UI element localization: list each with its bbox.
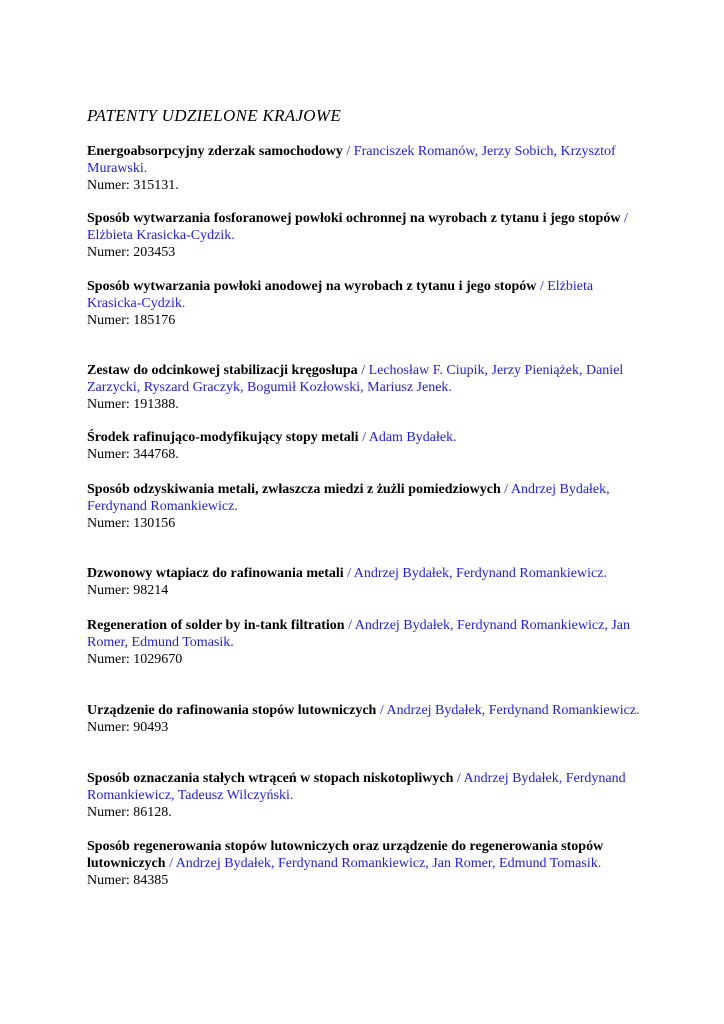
author-link[interactable]: Krzysztof Murawski [87,144,616,176]
patent-entry: Sposób oznaczania stałych wtrąceń w stopach niskotopliwych / Andrzej Bydałek, Ferdynand Romankiewicz, Tadeusz Wilczyński. Numer: 86128. [87,770,647,821]
author-link[interactable]: Edmund Tomasik [499,856,598,871]
patent-title: Energoabsorpcyjny zderzak samochodowy [87,144,343,159]
separator: / [342,144,354,159]
author-link[interactable]: Andrzej Bydałek [510,482,607,497]
author-link[interactable]: Elżbieta Krasicka-Cydzik [87,279,594,311]
author-link[interactable]: Ferdynand Romankiewicz [277,856,426,871]
patent-number: Numer: 98214 [87,583,169,598]
author-link[interactable]: Jerzy Sobich [481,144,554,159]
author-link[interactable]: Ferdynand Romankiewicz [456,566,604,581]
separator: / [536,279,548,294]
patent-number: Numer: 203453 [87,245,176,260]
patent-entry: Urządzenie do rafinowania stopów lutowniczych / Andrzej Bydałek, Ferdynand Romankiewicz. Numer: 90493 [87,702,647,736]
author-link[interactable]: Andrzej Bydałek [386,703,482,718]
patent-title: Sposób wytwarzania fosforanowej powłoki ochronnej na wyrobach z tytanu i jego stopów [87,211,621,226]
author-link[interactable]: Jan Romer [432,856,493,871]
separator: / [358,430,369,445]
patent-title: Sposób odzyskiwania metali, zwłaszcza miedzi z żużli pomiedziowych [87,482,501,497]
author-link[interactable]: Andrzej Bydałek [175,856,271,871]
author-link[interactable]: Edmund Tomasik [131,635,231,650]
patent-number: Numer: 315131. [87,178,179,193]
separator: / [620,211,628,226]
patent-number: Numer: 191388. [87,397,179,412]
patent-number: Numer: 185176 [87,313,176,328]
author-link[interactable]: Elżbieta Krasicka-Cydzik [87,228,232,243]
patent-title: Dzwonowy wtapiacz do rafinowania metali [87,566,344,581]
author-link[interactable]: Franciszek Romanów [353,144,475,159]
patent-number: Numer: 84385 [87,873,169,888]
author-link[interactable]: Tadeusz Wilczyński [177,788,290,803]
patent-entry: Energoabsorpcyjny zderzak samochodowy / Franciszek Romanów, Jerzy Sobich, Krzysztof Murawski. Numer: 315131. [87,143,647,194]
author-link[interactable]: Ferdynand Romankiewicz [456,618,605,633]
patent-entry: Środek rafinująco-modyfikujący stopy metali / Adam Bydałek. Numer: 344768. [87,429,647,463]
patent-title: Sposób oznaczania stałych wtrąceń w stopach niskotopliwych [87,771,454,786]
author-link[interactable]: Lechosław F. Ciupik [368,363,485,378]
patent-entry: Regeneration of solder by in-tank filtration / Andrzej Bydałek, Ferdynand Romankiewicz, Jan Romer, Edmund Tomasik. Numer: 1029670 [87,617,647,668]
author-link[interactable]: Andrzej Bydałek [463,771,559,786]
author-link[interactable]: Daniel Zarzycki [87,363,624,395]
patent-number: Numer: 90493 [87,720,169,735]
patent-title: Sposób wytwarzania powłoki anodowej na wyrobach z tytanu i jego stopów [87,279,537,294]
author-link[interactable]: Ferdynand Romankiewicz [87,771,626,803]
separator: / [343,566,354,581]
separator: / [453,771,464,786]
patent-number: Numer: 86128. [87,805,172,820]
author-link[interactable]: Adam Bydałek [368,430,454,445]
author-link[interactable]: Ferdynand Romankiewicz [87,499,235,514]
separator: / [165,856,176,871]
patent-title: Regeneration of solder by in-tank filtration [87,618,345,633]
author-link[interactable]: Jerzy Pieniążek [491,363,579,378]
patent-number: Numer: 1029670 [87,652,183,667]
separator: / [500,482,511,497]
author-link[interactable]: Andrzej Bydałek [353,566,450,581]
author-link[interactable]: Ferdynand Romankiewicz [488,703,637,718]
patent-number: Numer: 130156 [87,516,176,531]
author-link[interactable]: Bogumił Kozłowski [246,380,361,395]
patent-title: Środek rafinująco-modyfikujący stopy metali [87,430,359,445]
patent-entry: Zestaw do odcinkowej stabilizacji kręgosłupa / Lechosław F. Ciupik, Jerzy Pieniążek, Daniel Zarzycki, Ryszard Graczyk, Bogumił Kozłowski, Mariusz Jenek. Numer: 191388. [87,362,647,413]
patent-title: Zestaw do odcinkowej stabilizacji kręgosłupa [87,363,358,378]
patent-title: Sposób regenerowania stopów lutowniczych oraz urządzenie do regenerowania stopów lutowniczych [87,839,604,871]
author-link[interactable]: Ryszard Graczyk [143,380,240,395]
section-heading: PATENTY UDZIELONE KRAJOWE [87,106,342,125]
patent-title: Urządzenie do rafinowania stopów lutowniczych [87,703,377,718]
separator: / [376,703,387,718]
patent-entry: Sposób wytwarzania fosforanowej powłoki ochronnej na wyrobach z tytanu i jego stopów / Elżbieta Krasicka-Cydzik. Numer: 203453 [87,210,647,261]
patent-entry: Sposób wytwarzania powłoki anodowej na wyrobach z tytanu i jego stopów / Elżbieta Krasicka-Cydzik. Numer: 185176 [87,278,647,329]
author-link[interactable]: Andrzej Bydałek [354,618,450,633]
author-link[interactable]: Mariusz Jenek [367,380,449,395]
patent-entry: Sposób regenerowania stopów lutowniczych oraz urządzenie do regenerowania stopów lutowniczych / Andrzej Bydałek, Ferdynand Romankiewicz, Jan Romer, Edmund Tomasik. Numer: 84385 [87,838,647,889]
author-link[interactable]: Jan Romer [87,618,630,650]
patent-entry: Dzwonowy wtapiacz do rafinowania metali / Andrzej Bydałek, Ferdynand Romankiewicz. Numer: 98214 [87,565,647,599]
patent-number: Numer: 344768. [87,447,179,462]
patent-entry: Sposób odzyskiwania metali, zwłaszcza miedzi z żużli pomiedziowych / Andrzej Bydałek, Ferdynand Romankiewicz. Numer: 130156 [87,481,647,532]
separator: / [357,363,369,378]
separator: / [344,618,355,633]
